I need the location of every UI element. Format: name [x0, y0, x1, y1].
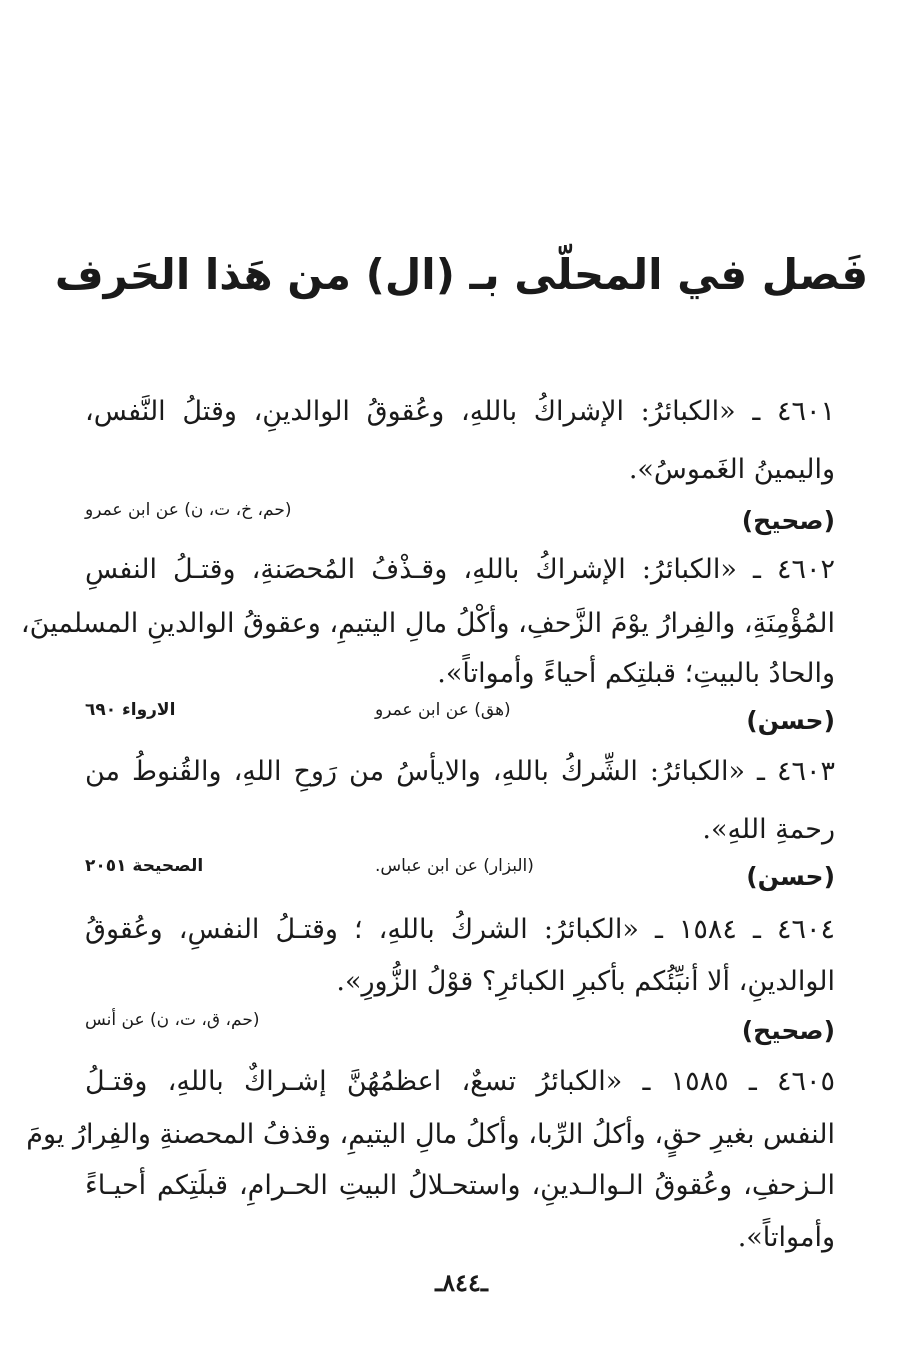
page-number: ـ٨٤٤ـ — [435, 1268, 488, 1297]
hadith-4605-line-3: الـزحفِ، وعُقوقُ الـوالـدينِ، واستحـلالُ البيتِ الحـرامِ، قبلَتِكم أحيـاءً — [85, 1170, 835, 1201]
hadith-4604-line-2: الوالدينِ، ألا أنبِّئُكم بأكبرِ الكبائرِ؟ قوْلُ الزُّورِ». — [336, 966, 835, 997]
hadith-4604-grade: (صحيح) — [741, 1016, 835, 1045]
hadith-4605-line-2: النفس بغيرِ حقٍ، وأكلُ الرِّبا، وأكلُ مالِ اليتيمِ، وقذفُ المحصنةِ والفِرارُ يومَ — [26, 1119, 835, 1150]
hadith-4602-reference: الارواء ٦٩٠ — [85, 700, 176, 720]
hadith-4601-source: (حم، خ، ت، ن) عن ابن عمرو — [85, 500, 292, 520]
hadith-4603-line-1: ٤٦٠٣ ـ «الكبائرُ: الشِّركُ باللهِ، والايأسُ من رَوحِ اللهِ، والقُنوطُ من — [85, 756, 835, 787]
hadith-4605-line-1: ٤٦٠٥ ـ ١٥٨٥ ـ «الكبائرُ تسعٌ، اعظمُهُنَّ إشـراكٌ باللهِ، وقتـلُ — [85, 1066, 835, 1097]
hadith-4602-grade: (حسن) — [746, 706, 835, 735]
hadith-4601-grade: (صحيح) — [741, 506, 835, 535]
hadith-4604-line-1: ٤٦٠٤ ـ ١٥٨٤ ـ «الكبائرُ: الشركُ باللهِ، ؛ وقتـلُ النفسِ، وعُقوقُ — [85, 914, 835, 945]
hadith-4603-grade: (حسن) — [746, 862, 835, 891]
hadith-4605-line-4: وأمواتاً». — [737, 1222, 835, 1253]
hadith-4603-line-2: رحمةِ اللهِ». — [702, 814, 835, 845]
hadith-4601-meta — [85, 500, 835, 550]
hadith-4604-source: (حم، ق، ت، ن) عن أنس — [85, 1010, 260, 1030]
hadith-4604-meta — [85, 1010, 835, 1060]
chapter-title: فَصل في المحلّى بـ (ال) من هَذا الحَرف — [54, 250, 869, 299]
hadith-4602-line-1: ٤٦٠٢ ـ «الكبائرُ: الإشراكُ باللهِ، وقـذْفُ المُحصَنةِ، وقتـلُ النفسِ — [85, 554, 835, 585]
hadith-4602-source: (هق) عن ابن عمرو — [375, 700, 511, 720]
hadith-4601-line-1: ٤٦٠١ ـ «الكبائرُ: الإشراكُ باللهِ، وعُقوقُ الوالدينِ، وقتلُ النَّفس، — [85, 396, 835, 427]
hadith-4602-line-3: والحادُ بالبيتِ؛ قبلتِكم أحياءً وأمواتاً». — [437, 658, 835, 689]
hadith-4601-line-2: واليمينُ الغَموسُ». — [628, 454, 835, 485]
hadith-4603-source: (البزار) عن ابن عباس. — [375, 856, 534, 876]
hadith-4603-meta — [85, 856, 835, 906]
hadith-4602-line-2: المُؤْمِنَةِ، والفِرارُ يوْمَ الزَّحفِ، وأكْلُ مالِ اليتيمِ، وعقوقُ الوالدينِ المسلمينَ، — [20, 608, 835, 639]
hadith-4603-reference: الصحيحة ٢٠٥١ — [85, 856, 204, 876]
hadith-4602-meta — [85, 700, 835, 750]
